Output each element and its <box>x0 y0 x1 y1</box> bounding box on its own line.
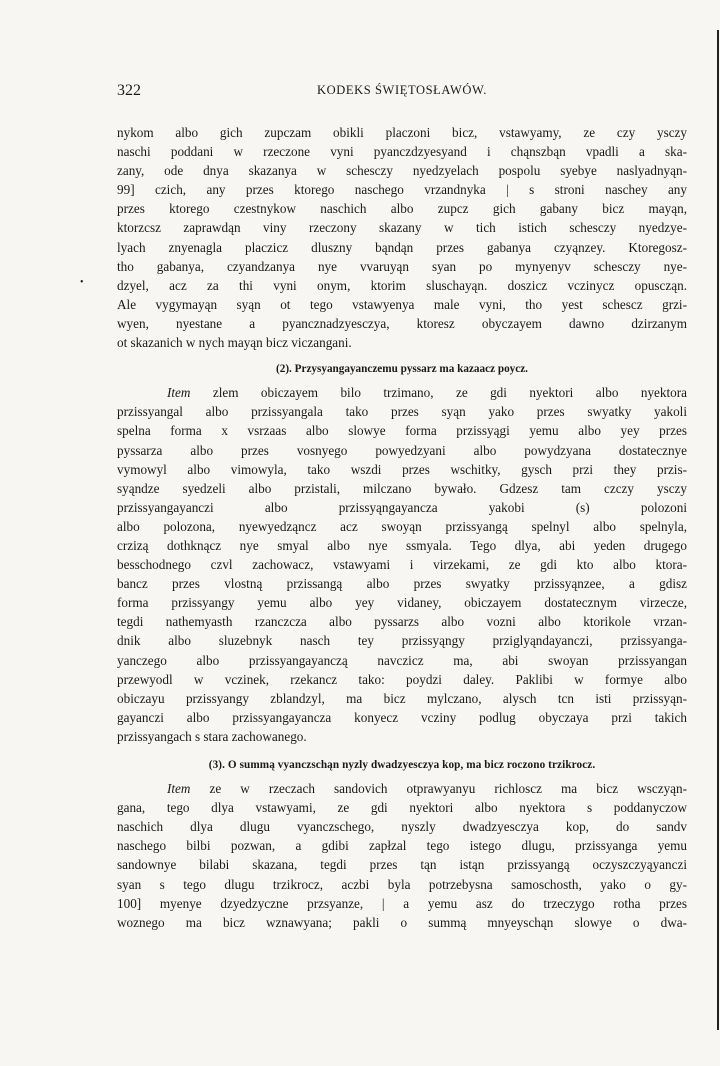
text-line: zany, ode dnya skazanya w schesczy nyedzyelach pospolu syebye naslyadnyąn- <box>117 163 687 179</box>
text-line: naschi poddani w rzeczone vyni pyanczdzyesyand i chąnszbąn vpadli a ska- <box>117 144 687 160</box>
section-3-first-word: Item <box>167 781 191 797</box>
page-number: 322 <box>117 82 141 99</box>
text-line: pyssarza albo przes vosnyego powyedzyani albo powydzyana dostatecznye <box>117 442 687 458</box>
text-line: gana, tego dlya vstawyami, ze gdi nyektori albo nyektora s poddanyczow <box>117 800 687 816</box>
page-body <box>117 123 687 932</box>
paragraph-1 <box>117 123 687 352</box>
section-2-heading: (2). Przysyangayanczemu pyssarz ma kazaacz poycz. <box>276 363 528 376</box>
text-line: gayanczi albo przissyangayancza konyecz vcziny podlug obyczaya przi takich <box>117 709 687 725</box>
text-line: spelna forma x vsrzaas albo slowye forma przissyągi yemu albo yey przes <box>117 423 687 439</box>
text-line: przissyangayanczi albo przissyąngayancza yakobi (s) polozoni <box>117 499 687 515</box>
section-2-first-line-text: zlem obiczayem bilo trzimano, ze gdi nyektori albo nyektora <box>190 385 687 401</box>
text-line: przes ktorego czestnykow naschich albo zupcz gich gabany bicz mayąn, <box>117 201 687 217</box>
text-line: przissyangal albo przissyangala tako przes syąn yako przes swyatky yakoli <box>117 404 687 420</box>
section-3-first-line <box>117 779 687 798</box>
page-header <box>117 82 687 106</box>
text-line: obiczayu przissyangy zblandzyl, ma bicz mylczano, alysch tcn isti przissyąn- <box>117 690 687 706</box>
text-line: ot skazanich w nych mayąn bicz viczangani. <box>117 335 352 351</box>
text-line: ktorzcsz zaprawdąn viny rzeczony skazany w tich istich schesczy nyedzye- <box>117 220 687 236</box>
text-line: albo polozona, nyewyedząncz acz swoyąn przissyangą spelnyl albo spelnyla, <box>117 518 687 534</box>
text-line: besschodnego czvl zachowacz, vstawyami i virzekami, ze gdi kto albo ktora- <box>117 557 687 573</box>
text-line: bancz przes vlostną przissangą albo przes swyatky przissyąnzee, a gdisz <box>117 576 687 592</box>
text-line: dnik albo sluzebnyk nasch tey przissyąngy prziglyąndayanczi, przissyanga- <box>117 633 687 649</box>
text-line: tho gabanya, czyandzanya nye vvaruyąn syan po mynyenyv schesczy nye- <box>117 258 687 274</box>
text-line: syąndze syedzeli albo przistali, milczano bywało. Gdzesz tam czczy ysczy <box>117 480 687 496</box>
text-line: 100] myenye dzyedzyczne przsyanze, | a yemu asz do trzeczygo rotha przes <box>117 895 687 911</box>
text-line: tegdi nathemyasth rzanczcza albo pyssarzs albo vozni albo ktorikole vrzan- <box>117 614 687 630</box>
text-line: woznego ma bicz wznawyana; pakli o summą mnyeyschąn slowye o dwa- <box>117 914 687 930</box>
text-line: 99] czich, any przes ktorego naschego vrzandnyka | s stroni naschey any <box>117 182 687 198</box>
text-line: wyen, nyestane a pyancznadzyesczya, ktoresz obyczayem dawno dzirzanym <box>117 315 687 331</box>
section-2-first-word: Item <box>167 385 191 401</box>
margin-mark: • <box>80 277 84 288</box>
text-line: przissyangach s stara zachowanego. <box>117 728 307 744</box>
text-line: yanczego albo przissyangayanczą navczicz ma, abi swoyan przissyangan <box>117 652 687 668</box>
text-line: forma przissyangy yemu albo yey vidaney, obiczayem dostatecznym virzecze, <box>117 595 687 611</box>
text-line: syan s tego dlugu trzikrocz, aczbi byla potrzebysna samoschosth, yako o gy- <box>117 876 687 892</box>
text-line: lyach znyenagla placzicz dluszny bąndąn przes gabanya czyąnzey. Ktoregosz- <box>117 239 687 255</box>
text-line: dzyel, acz za thi vyni onym, ktorim sluschayąn. doszicz vczinycz opuscząn. <box>117 277 687 293</box>
text-line: vymowyl albo vimowyla, tako wszdi przes wschitky, gysch przi they przis- <box>117 461 687 477</box>
text-line: Ale vygymayąn syąn ot tego vstawyenya male vyni, tho yest schescz grzi- <box>117 296 687 312</box>
section-2-first-line <box>117 383 687 402</box>
text-line: crzizą dothknącz nye smyal albo nye ssmyala. Tego dlya, abi yeden drugego <box>117 537 687 553</box>
text-line: sandownye bilabi skazana, tegdi przes tąn istąn przissyangą oczyszczyąyanczi <box>117 857 687 873</box>
section-2-body <box>117 383 687 746</box>
text-line: przewyodl w vczinek, rzekancz tako: poydzi daley. Paklibi w formye albo <box>117 671 687 687</box>
text-line: naschich dlya dlugu vyanczschego, nyszly dwadzyesczya kop, do sandv <box>117 819 687 835</box>
running-title: KODEKS ŚWIĘTOSŁAWÓW. <box>316 83 488 97</box>
page-edge-line <box>717 30 719 1030</box>
text-line: nykom albo gich zupczam obikli placzoni bicz, vstawyamy, ze czy ysczy <box>117 125 687 140</box>
text-line: naschego bilbi pozwan, a gdibi zapłzal tego istego dlugu, przissyanga yemu <box>117 838 687 854</box>
section-3-body <box>117 779 687 932</box>
section-3-first-line-text: ze w rzeczach sandovich otprawyanyu richloscz ma bicz wsczyąn- <box>190 781 687 797</box>
section-3-heading: (3). O summą vyanczschąn nyzly dwadzyesczya kop, ma bicz roczono trzikrocz. <box>208 759 596 771</box>
